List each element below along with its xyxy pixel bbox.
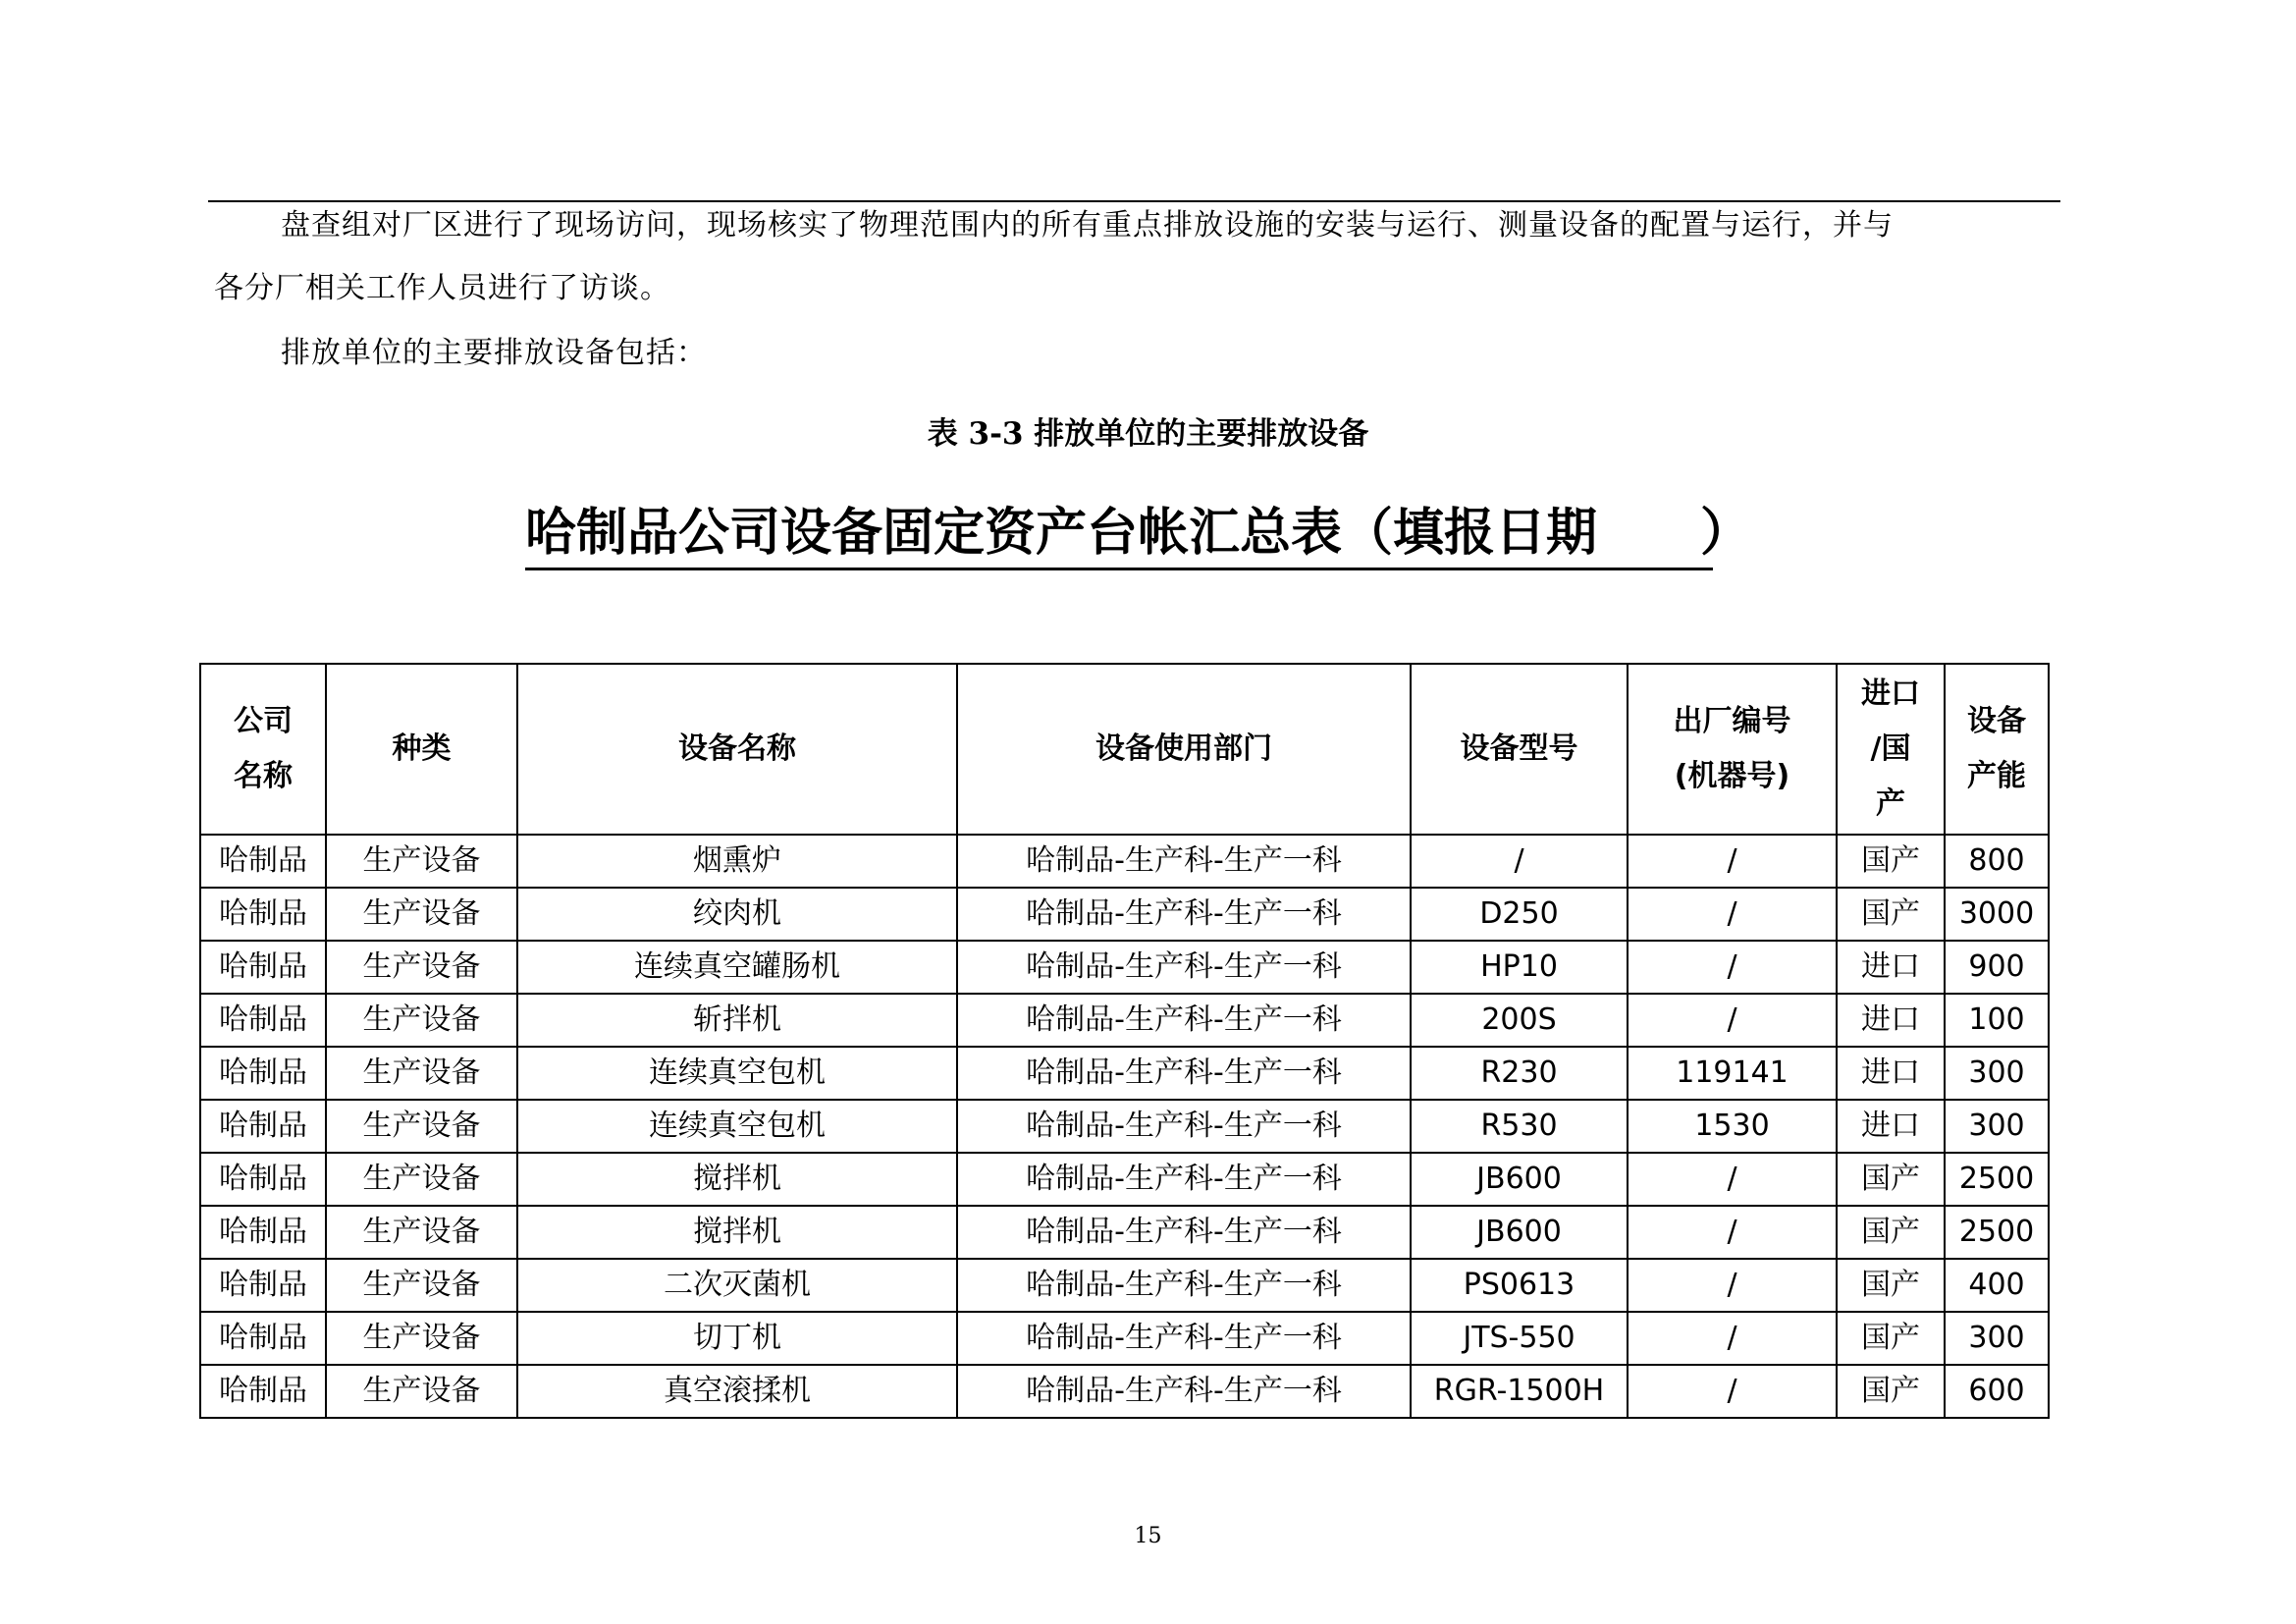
ledger-title (525, 499, 1752, 570)
cell-origin: 进口 (1837, 941, 1945, 994)
cell-category: 生产设备 (326, 994, 517, 1047)
cell-origin: 国产 (1837, 1153, 1945, 1206)
header-company: 公司 名称 (200, 664, 326, 835)
cell-category: 生产设备 (326, 1259, 517, 1312)
cell-company: 哈制品 (200, 1100, 326, 1153)
cell-company: 哈制品 (200, 941, 326, 994)
cell-department: 哈制品-生产科-生产一科 (957, 1312, 1411, 1365)
cell-department: 哈制品-生产科-生产一科 (957, 1259, 1411, 1312)
cell-category: 生产设备 (326, 1100, 517, 1153)
cell-model: JB600 (1411, 1153, 1628, 1206)
table-row (200, 888, 2049, 941)
cell-department: 哈制品-生产科-生产一科 (957, 994, 1411, 1047)
cell-capacity: 2500 (1945, 1206, 2049, 1259)
cell-category: 生产设备 (326, 1047, 517, 1100)
header-serial: 出厂编号 (机器号) (1628, 664, 1837, 835)
cell-category: 生产设备 (326, 888, 517, 941)
cell-name: 斩拌机 (517, 994, 957, 1047)
paragraph-line-1: 盘查组对厂区进行了现场访问，现场核实了物理范围内的所有重点排放设施的安装与运行、测量设备的配置与运行，并与 (281, 208, 1894, 243)
cell-capacity: 400 (1945, 1259, 2049, 1312)
cell-origin: 国产 (1837, 835, 1945, 888)
cell-serial: / (1628, 1365, 1837, 1418)
table-header-row (200, 664, 2049, 835)
cell-serial: 1530 (1628, 1100, 1837, 1153)
table-row (200, 1365, 2049, 1418)
cell-origin: 进口 (1837, 1047, 1945, 1100)
cell-name: 绞肉机 (517, 888, 957, 941)
cell-model: / (1411, 835, 1628, 888)
cell-model: D250 (1411, 888, 1628, 941)
cell-department: 哈制品-生产科-生产一科 (957, 1206, 1411, 1259)
cell-serial: / (1628, 994, 1837, 1047)
page-number: 15 (1134, 1524, 1162, 1548)
cell-model: RGR-1500H (1411, 1365, 1628, 1418)
cell-model: R230 (1411, 1047, 1628, 1100)
cell-model: JTS-550 (1411, 1312, 1628, 1365)
table-row (200, 1206, 2049, 1259)
cell-serial: / (1628, 1259, 1837, 1312)
paragraph-line-2: 各分厂相关工作人员进行了访谈。 (214, 271, 670, 305)
table-row (200, 1259, 2049, 1312)
cell-name: 烟熏炉 (517, 835, 957, 888)
cell-capacity: 300 (1945, 1312, 2049, 1365)
cell-department: 哈制品-生产科-生产一科 (957, 835, 1411, 888)
cell-origin: 进口 (1837, 1100, 1945, 1153)
cell-model: PS0613 (1411, 1259, 1628, 1312)
cell-name: 搅拌机 (517, 1206, 957, 1259)
cell-department: 哈制品-生产科-生产一科 (957, 1153, 1411, 1206)
header-model: 设备型号 (1411, 664, 1628, 835)
table-row (200, 835, 2049, 888)
header-rule (208, 200, 2060, 202)
cell-name: 搅拌机 (517, 1153, 957, 1206)
cell-name: 连续真空包机 (517, 1100, 957, 1153)
cell-capacity: 300 (1945, 1047, 2049, 1100)
cell-name: 二次灭菌机 (517, 1259, 957, 1312)
table-row (200, 1153, 2049, 1206)
cell-category: 生产设备 (326, 941, 517, 994)
header-capacity: 设备 产能 (1945, 664, 2049, 835)
cell-name: 连续真空罐肠机 (517, 941, 957, 994)
cell-capacity: 800 (1945, 835, 2049, 888)
cell-capacity: 900 (1945, 941, 2049, 994)
header-origin: 进口 /国 产 (1837, 664, 1945, 835)
cell-name: 切丁机 (517, 1312, 957, 1365)
table-row (200, 994, 2049, 1047)
cell-origin: 国产 (1837, 888, 1945, 941)
cell-capacity: 3000 (1945, 888, 2049, 941)
table-row (200, 941, 2049, 994)
cell-origin: 国产 (1837, 1206, 1945, 1259)
cell-serial: / (1628, 835, 1837, 888)
cell-origin: 进口 (1837, 994, 1945, 1047)
cell-model: HP10 (1411, 941, 1628, 994)
cell-capacity: 300 (1945, 1100, 2049, 1153)
header-category: 种类 (326, 664, 517, 835)
cell-origin: 国产 (1837, 1312, 1945, 1365)
cell-capacity: 2500 (1945, 1153, 2049, 1206)
cell-model: JB600 (1411, 1206, 1628, 1259)
cell-serial: / (1628, 1206, 1837, 1259)
table-caption: 表 3-3 排放单位的主要排放设备 (927, 416, 1369, 452)
table-row (200, 1100, 2049, 1153)
cell-category: 生产设备 (326, 1153, 517, 1206)
cell-company: 哈制品 (200, 888, 326, 941)
cell-category: 生产设备 (326, 835, 517, 888)
cell-model: 200S (1411, 994, 1628, 1047)
cell-name: 连续真空包机 (517, 1047, 957, 1100)
cell-company: 哈制品 (200, 1153, 326, 1206)
cell-capacity: 100 (1945, 994, 2049, 1047)
cell-origin: 国产 (1837, 1259, 1945, 1312)
cell-company: 哈制品 (200, 1365, 326, 1418)
cell-model: R530 (1411, 1100, 1628, 1153)
header-equipment-name: 设备名称 (517, 664, 957, 835)
cell-company: 哈制品 (200, 994, 326, 1047)
cell-category: 生产设备 (326, 1365, 517, 1418)
cell-department: 哈制品-生产科-生产一科 (957, 1365, 1411, 1418)
cell-department: 哈制品-生产科-生产一科 (957, 1047, 1411, 1100)
table-row (200, 1047, 2049, 1100)
cell-serial: / (1628, 1312, 1837, 1365)
cell-department: 哈制品-生产科-生产一科 (957, 1100, 1411, 1153)
cell-department: 哈制品-生产科-生产一科 (957, 888, 1411, 941)
table-row (200, 1312, 2049, 1365)
cell-company: 哈制品 (200, 1206, 326, 1259)
cell-name: 真空滚揉机 (517, 1365, 957, 1418)
paragraph-line-3: 排放单位的主要排放设备包括： (281, 336, 707, 370)
cell-serial: / (1628, 888, 1837, 941)
cell-origin: 国产 (1837, 1365, 1945, 1418)
ledger-title-text: 哈制品公司设备固定资产台帐汇总表（填报日期 (525, 504, 1598, 563)
cell-serial: 119141 (1628, 1047, 1837, 1100)
cell-category: 生产设备 (326, 1206, 517, 1259)
cell-company: 哈制品 (200, 835, 326, 888)
cell-category: 生产设备 (326, 1312, 517, 1365)
cell-serial: / (1628, 1153, 1837, 1206)
ledger-title-close: ） (1700, 504, 1752, 563)
cell-serial: / (1628, 941, 1837, 994)
cell-company: 哈制品 (200, 1312, 326, 1365)
cell-company: 哈制品 (200, 1047, 326, 1100)
header-department: 设备使用部门 (957, 664, 1411, 835)
cell-capacity: 600 (1945, 1365, 2049, 1418)
equipment-table (199, 663, 2050, 1419)
cell-department: 哈制品-生产科-生产一科 (957, 941, 1411, 994)
cell-company: 哈制品 (200, 1259, 326, 1312)
